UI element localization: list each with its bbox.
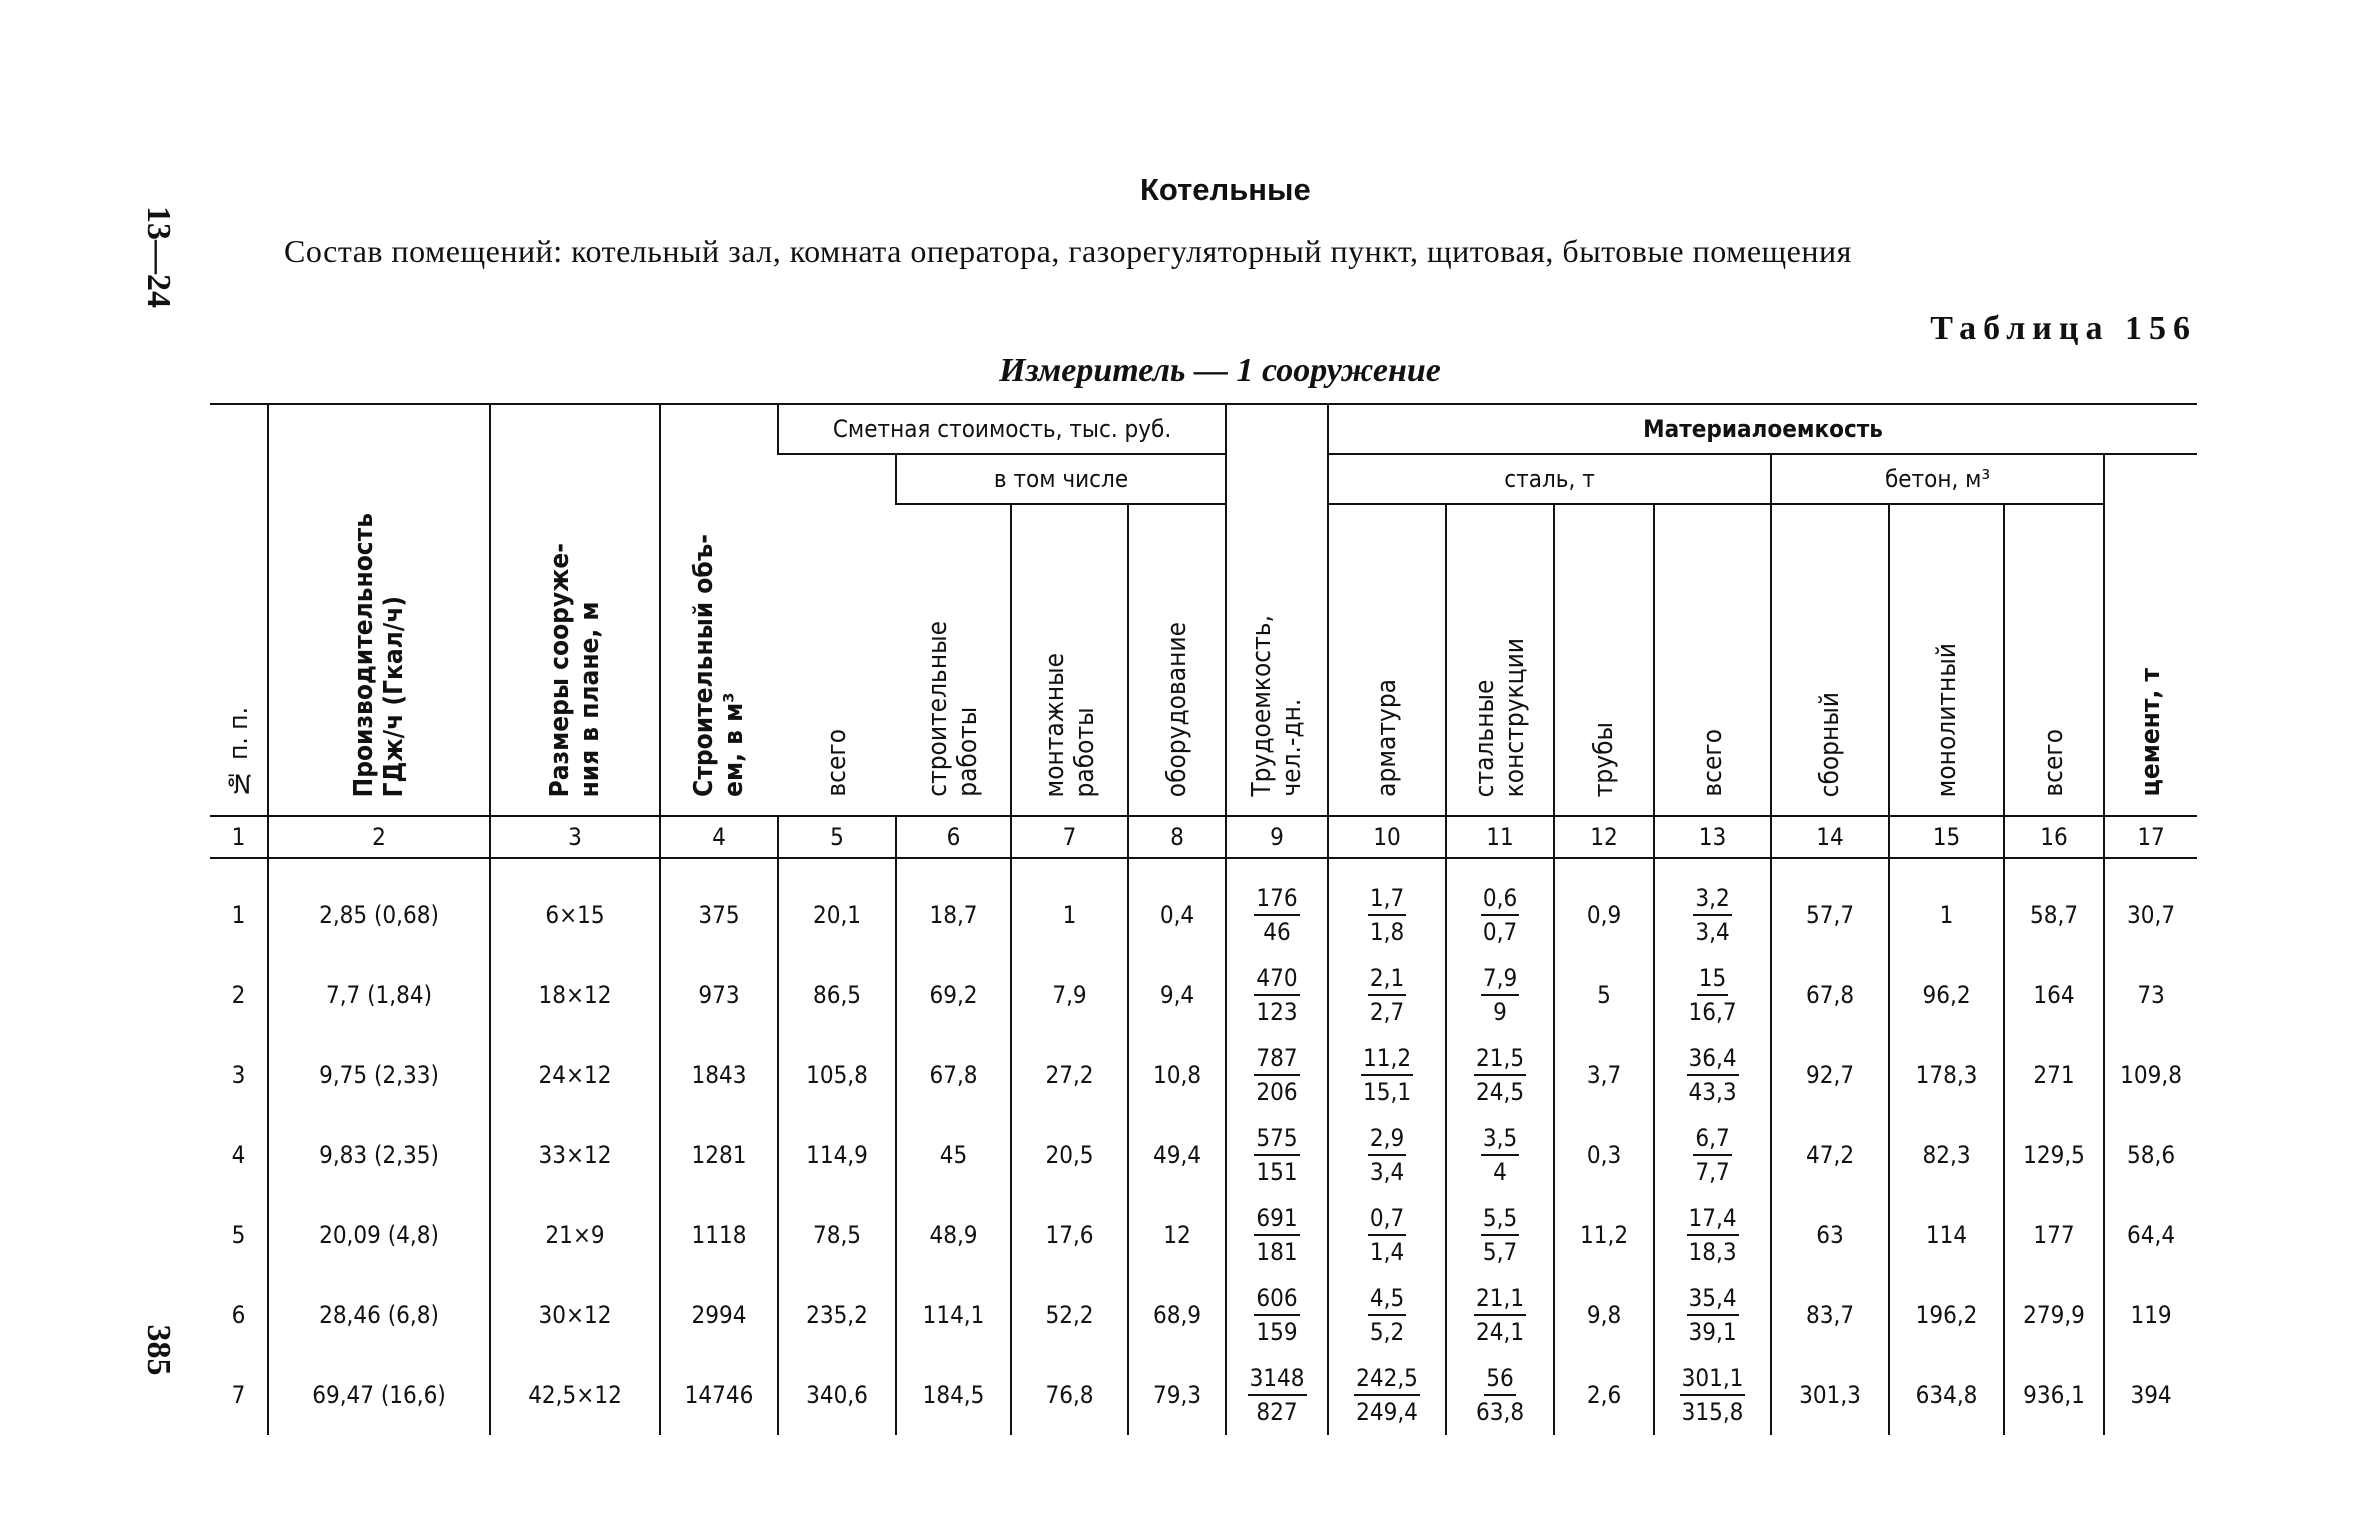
cell-pipes: 0,3 [1554,1115,1654,1195]
fraction-value [1680,1362,1746,1428]
fraction-numerator: 0,6 [1481,882,1519,916]
fraction-denominator: 159 [1256,1318,1298,1346]
cell-rebar [1328,1355,1446,1435]
column-number-row [210,816,2197,858]
fraction-value [1354,1362,1420,1428]
fraction-denominator: 16,7 [1688,998,1737,1026]
fraction-numerator: 242,5 [1354,1362,1420,1396]
fraction-value [1254,882,1299,948]
fraction-numerator: 5,5 [1481,1202,1519,1236]
fraction-denominator: 827 [1256,1398,1298,1426]
group-header-including: в том числе [896,454,1226,504]
cell-pipes: 2,6 [1554,1355,1654,1435]
fraction-denominator: 18,3 [1688,1238,1737,1266]
fraction-value [1693,882,1731,948]
fraction-denominator: 15,1 [1363,1078,1412,1106]
cell-no: 5 [231,1221,246,1249]
fraction-value [1481,1202,1519,1268]
cell-constr: 48,9 [896,1195,1011,1275]
fraction-numerator: 11,2 [1361,1042,1413,1076]
cell-install: 17,6 [1011,1195,1128,1275]
fraction-value [1687,1282,1739,1348]
cell-dims: 21×9 [490,1195,660,1275]
fraction-value [1476,1362,1524,1428]
group-header-steel: сталь, т [1328,454,1771,504]
fraction-value [1474,1282,1526,1348]
fraction-denominator: 4 [1493,1158,1507,1186]
cell-capacity: 28,46 (6,8) [268,1275,490,1355]
fraction-denominator: 2,7 [1369,998,1405,1026]
fraction-numerator: 6,7 [1693,1122,1731,1156]
cell-volume: 1118 [660,1195,778,1275]
cell-volume: 2994 [660,1275,778,1355]
fraction-denominator: 1,8 [1369,918,1405,946]
col-header-steel-total: всего [1654,504,1771,816]
cell-conc: 129,5 [2004,1115,2104,1195]
fraction-value [1254,962,1299,1028]
cell-mono: 96,2 [1889,955,2004,1035]
cell-struct [1446,1035,1554,1115]
table-row [210,1115,2197,1195]
cell-precast: 301,3 [1771,1355,1889,1435]
fraction-denominator: 39,1 [1688,1318,1737,1346]
cell-conc: 936,1 [2004,1355,2104,1435]
column-number: 10 [1328,816,1446,858]
cell-install: 7,9 [1011,955,1128,1035]
cell-no: 7 [231,1381,246,1409]
col-header-labor: Трудоемкость, чел.-дн. [1226,404,1328,816]
fraction-numerator: 301,1 [1680,1362,1746,1396]
col-header-steel-structures: стальные конструкции [1446,504,1554,816]
fraction-numerator: 470 [1254,962,1299,996]
fraction-numerator: 21,1 [1474,1282,1526,1316]
fraction-denominator: 46 [1263,918,1291,946]
column-number: 2 [268,816,490,858]
cell-dims: 6×15 [490,858,660,955]
cell-labor [1226,1355,1328,1435]
fraction-value [1254,1122,1299,1188]
fraction-denominator: 5,7 [1482,1238,1518,1266]
fraction-denominator: 7,7 [1695,1158,1730,1186]
cell-cement: 73 [2104,955,2197,1035]
cell-equip: 9,4 [1128,955,1226,1035]
cell-struct [1446,1275,1554,1355]
cell-install: 76,8 [1011,1355,1128,1435]
cell-labor [1226,955,1328,1035]
cell-conc: 177 [2004,1195,2104,1275]
column-number: 13 [1654,816,1771,858]
fraction-value [1474,1042,1526,1108]
col-header-precast: сборный [1771,504,1889,816]
cell-total: 235,2 [778,1275,896,1355]
cell-dims: 33×12 [490,1115,660,1195]
cell-dims: 18×12 [490,955,660,1035]
cell-steel [1654,1355,1771,1435]
cell-mono: 1 [1889,858,2004,955]
col-header-no: № п. п. [210,404,268,816]
col-header-installation: монтажные работы [1011,504,1128,816]
fraction-denominator: 1,4 [1369,1238,1405,1266]
cell-pipes: 9,8 [1554,1275,1654,1355]
cell-constr: 45 [896,1115,1011,1195]
cell-total: 105,8 [778,1035,896,1115]
fraction-numerator: 17,4 [1687,1202,1739,1236]
fraction-value [1361,1042,1413,1108]
fraction-value [1368,962,1406,1028]
cell-no: 4 [231,1141,246,1169]
cell-rebar [1328,955,1446,1035]
fraction-denominator: 63,8 [1476,1398,1525,1426]
cell-conc: 58,7 [2004,858,2104,955]
fraction-numerator: 1,7 [1368,882,1406,916]
cell-steel [1654,1115,1771,1195]
fraction-numerator: 21,5 [1474,1042,1526,1076]
cell-constr: 184,5 [896,1355,1011,1435]
fraction-value [1368,1282,1406,1348]
cell-cement: 58,6 [2104,1115,2197,1195]
cell-mono: 178,3 [1889,1035,2004,1115]
column-number: 4 [660,816,778,858]
column-number: 11 [1446,816,1554,858]
cell-rebar [1328,1035,1446,1115]
cell-precast: 47,2 [1771,1115,1889,1195]
cell-struct [1446,1355,1554,1435]
cell-capacity: 9,83 (2,35) [268,1115,490,1195]
cell-equip: 10,8 [1128,1035,1226,1115]
col-header-equipment: оборудование [1128,504,1226,816]
fraction-value [1254,1282,1299,1348]
fraction-numerator: 575 [1254,1122,1299,1156]
cell-conc: 271 [2004,1035,2104,1115]
col-header-cost-total: всего [778,454,896,816]
column-number: 7 [1011,816,1128,858]
cell-install: 1 [1011,858,1128,955]
cell-total: 78,5 [778,1195,896,1275]
column-number: 14 [1771,816,1889,858]
cell-no: 1 [231,901,246,929]
fraction-numerator: 3,5 [1481,1122,1519,1156]
cell-dims: 42,5×12 [490,1355,660,1435]
fraction-denominator: 24,1 [1476,1318,1525,1346]
fraction-denominator: 181 [1256,1238,1298,1266]
column-number: 12 [1554,816,1654,858]
fraction-numerator: 15 [1697,962,1728,996]
cell-precast: 57,7 [1771,858,1889,955]
table-row [210,1275,2197,1355]
cell-rebar [1328,858,1446,955]
page-number: 385 [140,1324,177,1376]
cell-pipes: 0,9 [1554,858,1654,955]
column-number: 16 [2004,816,2104,858]
cell-pipes: 5 [1554,955,1654,1035]
cell-capacity: 2,85 (0,68) [268,858,490,955]
cell-precast: 67,8 [1771,955,1889,1035]
cell-labor [1226,1035,1328,1115]
cell-rebar [1328,1195,1446,1275]
fraction-value [1368,1122,1406,1188]
fraction-numerator: 787 [1254,1042,1299,1076]
col-header-cement: цемент, т [2104,454,2197,816]
page-title: Котельные [1140,172,1311,207]
col-header-capacity: Производительность ГДж/ч (Гкал/ч) [268,404,490,816]
col-header-volume: Строительный объ- ем, в м³ [660,404,778,816]
cell-constr: 18,7 [896,858,1011,955]
cell-equip: 79,3 [1128,1355,1226,1435]
column-number: 15 [1889,816,2004,858]
fraction-denominator: 151 [1256,1158,1298,1186]
cell-volume: 973 [660,955,778,1035]
cell-steel [1654,955,1771,1035]
cell-steel [1654,1195,1771,1275]
fraction-numerator: 56 [1484,1362,1515,1396]
fraction-denominator: 5,2 [1369,1318,1405,1346]
composition-text [212,226,2192,276]
cell-equip: 49,4 [1128,1115,1226,1195]
cell-install: 27,2 [1011,1035,1128,1115]
group-header-concrete: бетон, м³ [1771,454,2104,504]
fraction-denominator: 9 [1493,998,1507,1026]
cell-precast: 92,7 [1771,1035,1889,1115]
cell-struct [1446,858,1554,955]
fraction-denominator: 249,4 [1356,1398,1418,1426]
col-header-monolithic: монолитный [1889,504,2004,816]
cell-capacity: 9,75 (2,33) [268,1035,490,1115]
cell-struct [1446,955,1554,1035]
cell-constr: 69,2 [896,955,1011,1035]
fraction-numerator: 7,9 [1481,962,1519,996]
cell-conc: 164 [2004,955,2104,1035]
fraction-value [1254,1202,1299,1268]
cell-conc: 279,9 [2004,1275,2104,1355]
cell-volume: 14746 [660,1355,778,1435]
cell-volume: 375 [660,858,778,955]
column-number: 6 [896,816,1011,858]
fraction-value [1248,1362,1307,1428]
cell-no: 6 [231,1301,246,1329]
cell-rebar [1328,1115,1446,1195]
cell-pipes: 11,2 [1554,1195,1654,1275]
fraction-value [1481,962,1519,1028]
cell-mono: 634,8 [1889,1355,2004,1435]
fraction-numerator: 2,1 [1368,962,1406,996]
cell-rebar [1328,1275,1446,1355]
table-row [210,1195,2197,1275]
cell-mono: 82,3 [1889,1115,2004,1195]
fraction-denominator: 24,5 [1476,1078,1525,1106]
cell-steel [1654,858,1771,955]
cell-volume: 1843 [660,1035,778,1115]
fraction-denominator: 206 [1256,1078,1298,1106]
cell-precast: 83,7 [1771,1275,1889,1355]
cell-capacity: 7,7 (1,84) [268,955,490,1035]
cell-struct [1446,1195,1554,1275]
col-header-pipes: трубы [1554,504,1654,816]
table-row [210,1355,2197,1435]
column-number: 3 [490,816,660,858]
column-number: 8 [1128,816,1226,858]
cell-total: 20,1 [778,858,896,955]
fraction-denominator: 315,8 [1681,1398,1744,1426]
cell-capacity: 69,47 (16,6) [268,1355,490,1435]
fraction-value [1687,1202,1739,1268]
cell-no: 3 [231,1061,246,1089]
cell-labor [1226,1195,1328,1275]
cell-steel [1654,1035,1771,1115]
fraction-numerator: 4,5 [1368,1282,1406,1316]
cell-pipes: 3,7 [1554,1035,1654,1115]
fraction-numerator: 606 [1254,1282,1299,1316]
cell-constr: 67,8 [896,1035,1011,1115]
fraction-denominator: 0,7 [1482,918,1518,946]
cell-cement: 394 [2104,1355,2197,1435]
cell-cement: 109,8 [2104,1035,2197,1115]
table-row [210,858,2197,955]
cell-equip: 68,9 [1128,1275,1226,1355]
table-label: Таблица 156 [1930,310,2197,347]
cell-mono: 196,2 [1889,1275,2004,1355]
fraction-value [1693,1122,1731,1188]
group-header-estimated-cost: Сметная стоимость, тыс. руб. [778,404,1226,454]
cell-total: 86,5 [778,955,896,1035]
cell-labor [1226,1275,1328,1355]
cell-no: 2 [231,981,246,1009]
cell-install: 20,5 [1011,1115,1128,1195]
fraction-denominator: 43,3 [1688,1078,1737,1106]
fraction-value [1481,882,1519,948]
table-body [210,858,2197,1435]
col-header-concrete-total: всего [2004,504,2104,816]
cell-equip: 0,4 [1128,858,1226,955]
data-table [210,403,2197,1435]
fraction-numerator: 176 [1254,882,1299,916]
cell-constr: 114,1 [896,1275,1011,1355]
fraction-numerator: 3148 [1248,1362,1307,1396]
fraction-value [1689,962,1737,1028]
col-header-reinforcement: арматура [1328,504,1446,816]
table-row [210,1035,2197,1115]
fraction-numerator: 0,7 [1368,1202,1406,1236]
column-number: 1 [210,816,268,858]
cell-dims: 30×12 [490,1275,660,1355]
fraction-value [1254,1042,1299,1108]
composition-body: Состав помещений: котельный зал, комната оператора, газорегуляторный пункт, щитовая, бытовые помещения [284,233,1852,269]
col-header-dimensions: Размеры сооруже- ния в плане, м [490,404,660,816]
fraction-value [1368,1202,1406,1268]
table-row [210,955,2197,1035]
cell-volume: 1281 [660,1115,778,1195]
cell-labor [1226,858,1328,955]
fraction-denominator: 3,4 [1369,1158,1405,1186]
fraction-numerator: 691 [1254,1202,1299,1236]
cell-struct [1446,1115,1554,1195]
cell-cement: 119 [2104,1275,2197,1355]
fraction-numerator: 35,4 [1687,1282,1739,1316]
cell-dims: 24×12 [490,1035,660,1115]
fraction-value [1368,882,1406,948]
column-number: 5 [778,816,896,858]
cell-equip: 12 [1128,1195,1226,1275]
cell-install: 52,2 [1011,1275,1128,1355]
cell-total: 340,6 [778,1355,896,1435]
cell-cement: 64,4 [2104,1195,2197,1275]
cell-total: 114,9 [778,1115,896,1195]
fraction-denominator: 123 [1256,998,1298,1026]
group-header-materials: Материалоемкость [1328,404,2197,454]
col-header-construction: строительные работы [896,504,1011,816]
cell-capacity: 20,09 (4,8) [268,1195,490,1275]
cell-mono: 114 [1889,1195,2004,1275]
fraction-value [1687,1042,1739,1108]
fraction-numerator: 3,2 [1693,882,1731,916]
cell-labor [1226,1115,1328,1195]
column-number: 17 [2104,816,2197,858]
fraction-denominator: 3,4 [1695,918,1730,946]
column-number: 9 [1226,816,1328,858]
cell-steel [1654,1275,1771,1355]
measure-caption: Измеритель — 1 сооружение [999,352,1441,389]
fraction-numerator: 36,4 [1687,1042,1739,1076]
cell-cement: 30,7 [2104,858,2197,955]
fraction-value [1481,1122,1519,1188]
cell-precast: 63 [1771,1195,1889,1275]
side-section-label: 13—24 [140,206,177,308]
fraction-numerator: 2,9 [1368,1122,1406,1156]
